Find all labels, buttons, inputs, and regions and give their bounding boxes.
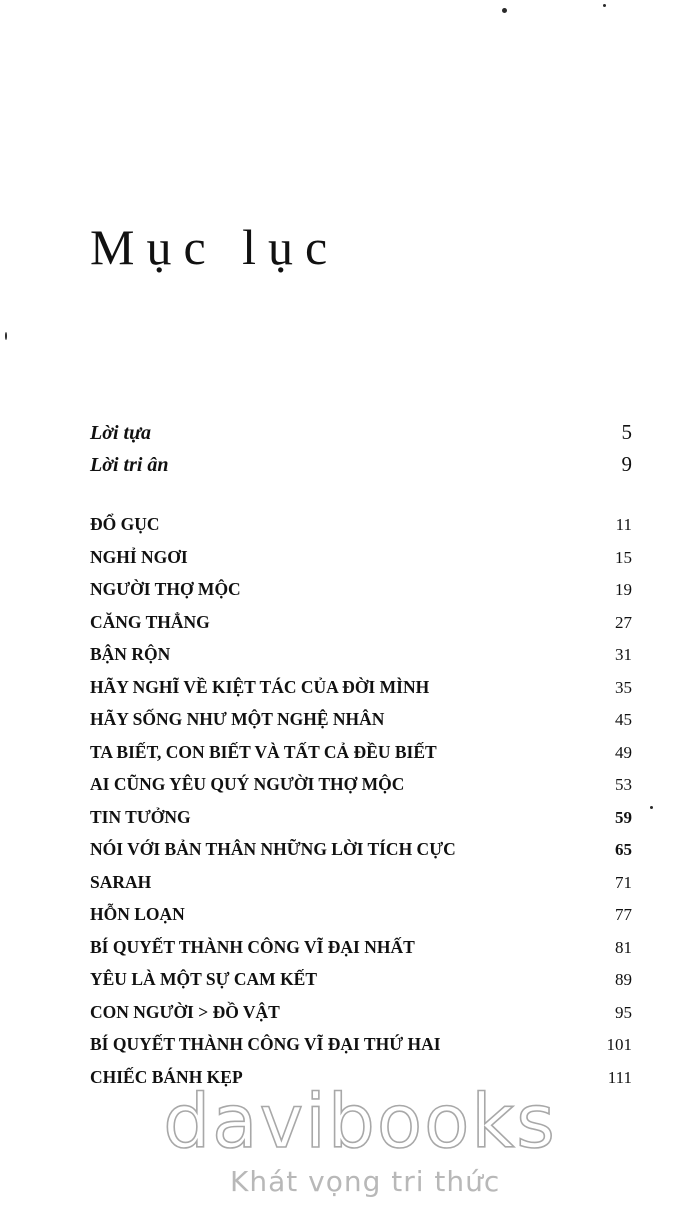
toc-entry-page: 27 [615, 612, 632, 632]
toc-entry-page: 31 [615, 645, 632, 664]
toc-entry-label: SARAH [90, 871, 152, 892]
scan-speck [5, 332, 7, 340]
toc-entry[interactable] [90, 839, 632, 872]
toc-entry-page: 77 [615, 905, 632, 924]
toc-entry-label: NGƯỜI THỢ MỘC [90, 579, 241, 599]
toc-entry[interactable] [90, 969, 632, 1002]
toc-entry-label: HỖN LOẠN [90, 904, 185, 924]
page-title: Mục lục [90, 219, 340, 275]
toc-entry[interactable] [90, 807, 632, 840]
toc-entry[interactable] [90, 937, 632, 970]
toc-entry-page: 35 [615, 677, 632, 697]
toc-entry-label: ĐỔ GỤC [90, 514, 160, 534]
toc-entry[interactable] [90, 774, 632, 807]
toc-entry[interactable] [90, 514, 632, 547]
toc-entry-label: CHIẾC BÁNH KẸP [90, 1066, 243, 1087]
toc-entry-label: CĂNG THẲNG [90, 611, 210, 632]
toc-entry-page: 49 [615, 742, 632, 762]
scan-speck [502, 8, 507, 13]
watermark [150, 1079, 570, 1198]
toc-entry-page: 11 [615, 515, 632, 534]
toc-entry-page: 9 [621, 452, 632, 476]
toc-entry-page: 5 [621, 420, 632, 444]
toc-entry-page: 81 [615, 937, 632, 957]
toc-entry-label: TIN TƯỞNG [90, 806, 191, 827]
toc-entry-label: HÃY NGHĨ VỀ KIỆT TÁC CỦA ĐỜI MÌNH [90, 676, 430, 697]
toc-entry-label: BÍ QUYẾT THÀNH CÔNG VĨ ĐẠI THỨ HAI [90, 1034, 441, 1054]
toc-entry-label: Lời tri ân [90, 454, 169, 476]
toc-entry[interactable] [90, 872, 632, 905]
toc-entry-label: HÃY SỐNG NHƯ MỘT NGHỆ NHÂN [90, 709, 385, 729]
toc-entry-page: 59 [615, 807, 632, 827]
toc-entry[interactable] [90, 612, 632, 645]
scan-speck [650, 806, 653, 809]
toc-entry[interactable] [90, 547, 632, 580]
chapter-list [90, 514, 632, 1099]
watermark-slogan: Khát vọng tri thức [230, 1165, 501, 1198]
toc-entry[interactable] [90, 452, 632, 484]
toc-entry[interactable] [90, 677, 632, 710]
toc-entry[interactable] [90, 1034, 632, 1067]
toc-entry-page: 19 [615, 580, 632, 599]
front-matter-list [90, 420, 632, 484]
toc-entry-label: YÊU LÀ MỘT SỰ CAM KẾT [90, 969, 318, 989]
toc-entry-label: AI CŨNG YÊU QUÝ NGƯỜI THỢ MỘC [90, 774, 405, 794]
toc-entry-label: NGHỈ NGƠI [90, 546, 188, 567]
toc-entry-label: TA BIẾT, CON BIẾT VÀ TẤT CẢ ĐỀU BIẾT [90, 741, 437, 762]
toc-entry-page: 95 [615, 1002, 632, 1022]
toc-entry-label: CON NGƯỜI > ĐỒ VẬT [90, 1001, 280, 1022]
toc-entry-page: 65 [615, 840, 632, 859]
toc-entry-page: 15 [615, 547, 632, 567]
toc-entry[interactable] [90, 1002, 632, 1035]
toc-entry[interactable] [90, 644, 632, 677]
toc-entry[interactable] [90, 709, 632, 742]
toc-entry-label: BẬN RỘN [90, 644, 171, 664]
toc-entry-page: 101 [606, 1035, 632, 1054]
toc-entry-page: 71 [615, 872, 632, 892]
toc-entry[interactable] [90, 904, 632, 937]
toc-entry-page: 89 [615, 970, 632, 989]
toc-entry-label: NÓI VỚI BẢN THÂN NHỮNG LỜI TÍCH CỰC [90, 839, 456, 859]
toc-entry-page: 45 [615, 710, 632, 729]
watermark-brand: davibooks [163, 1079, 557, 1165]
toc-entry-label: BÍ QUYẾT THÀNH CÔNG VĨ ĐẠI NHẤT [90, 936, 415, 957]
toc-entry[interactable] [90, 742, 632, 775]
toc-entry-page: 111 [607, 1067, 632, 1087]
scan-speck [603, 4, 606, 7]
toc-entry-page: 53 [615, 775, 632, 794]
toc-entry[interactable] [90, 579, 632, 612]
toc-entry-label: Lời tựa [90, 422, 152, 444]
toc-entry[interactable] [90, 420, 632, 452]
